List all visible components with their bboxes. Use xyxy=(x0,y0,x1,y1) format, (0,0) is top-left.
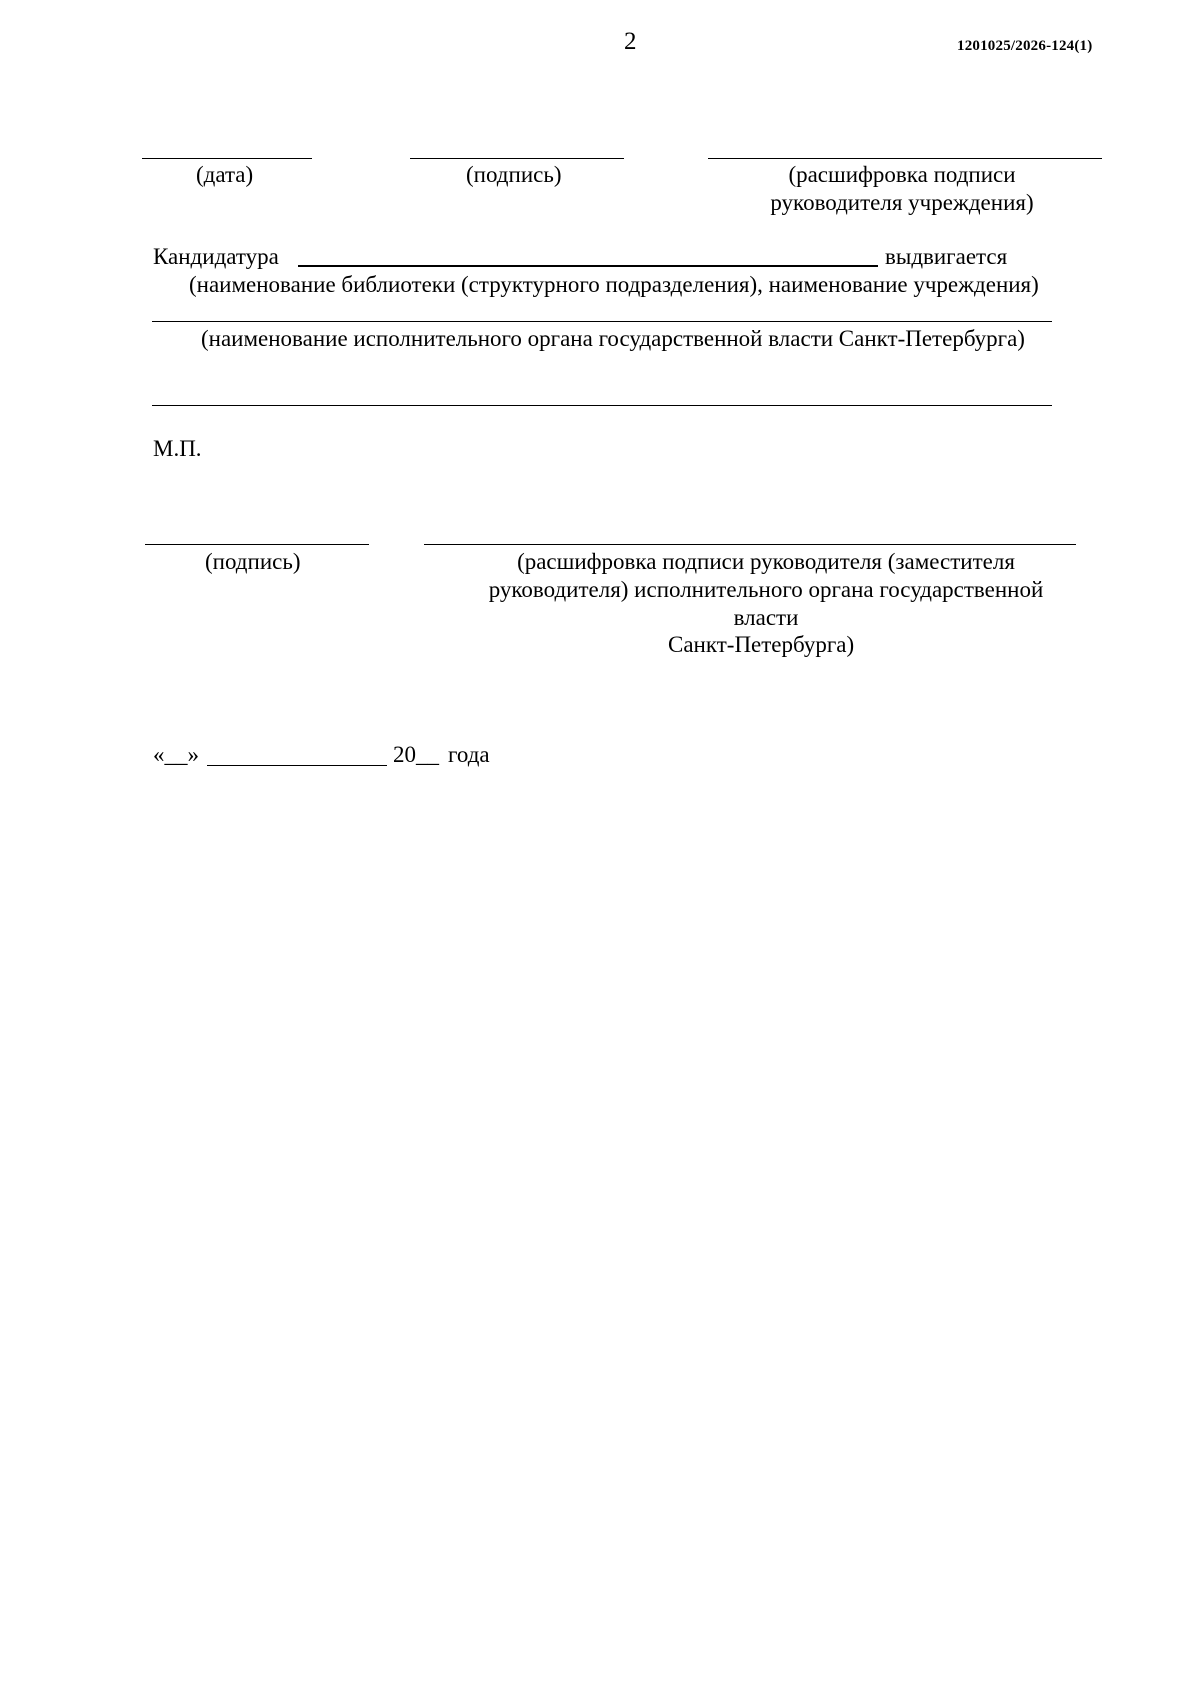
open-quote: « xyxy=(153,742,165,767)
month-line xyxy=(207,765,387,766)
blank-line xyxy=(152,405,1052,406)
official-signature-line xyxy=(145,544,369,545)
library-name-label: (наименование библиотеки (структурного подразделения), наименование учреждения) xyxy=(189,272,1039,297)
official-signature-label: (подпись) xyxy=(205,549,301,574)
decryption-label: (расшифровка подписи руководителя учреждения) xyxy=(770,162,1034,215)
candidacy-line xyxy=(298,265,878,267)
year-prefix: 20 xyxy=(393,742,416,767)
close-quote: » xyxy=(187,742,199,767)
executive-body-line xyxy=(152,321,1052,322)
official-decryption-city: Санкт-Петербурга) xyxy=(668,632,855,657)
date-line xyxy=(142,158,312,159)
date-label: (дата) xyxy=(196,162,254,187)
decryption-line xyxy=(708,158,1102,159)
official-decryption-line xyxy=(424,544,1076,545)
year-blank: __ xyxy=(416,742,439,767)
executive-body-label: (наименование исполнительного органа государственной власти Санкт-Петербурга) xyxy=(201,326,1025,351)
official-decryption-label: (расшифровка подписи руководителя (заместителя руководителя) исполнительного органа государственной власти xyxy=(488,549,1044,630)
page-number: 2 xyxy=(624,28,637,55)
signature-line xyxy=(410,158,624,159)
candidacy-lead: Кандидатура xyxy=(153,244,279,269)
day-field xyxy=(153,741,199,769)
candidacy-tail: выдвигается xyxy=(885,244,1008,269)
year-field xyxy=(393,741,439,769)
stamp-label: М.П. xyxy=(153,436,202,461)
day-blank: __ xyxy=(164,742,188,767)
document-number: 1201025/2026-124(1) xyxy=(957,38,1093,54)
signature-label: (подпись) xyxy=(466,162,562,187)
year-suffix: года xyxy=(448,742,490,767)
